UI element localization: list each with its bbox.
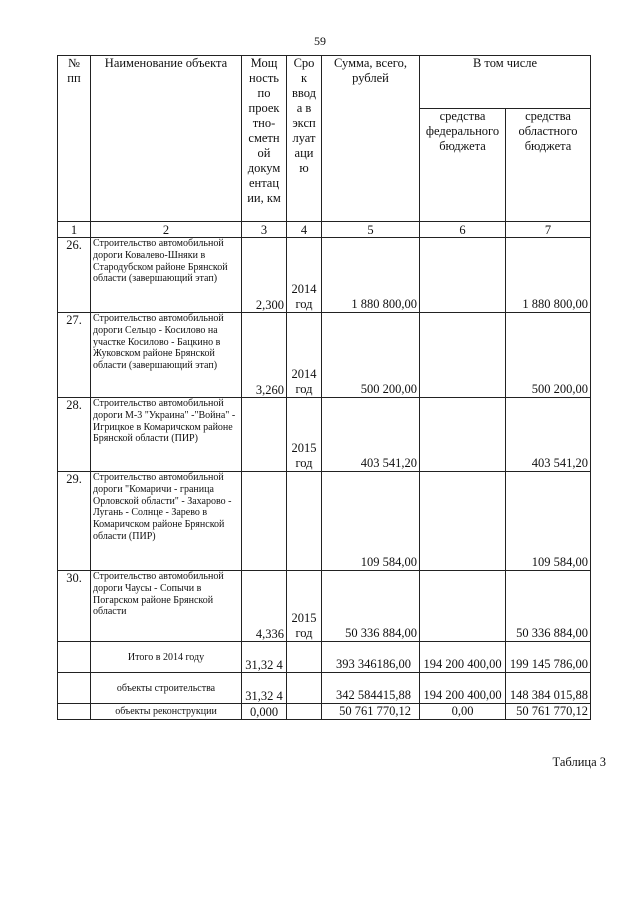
- row-number: 29.: [58, 472, 91, 571]
- sum-cell: 393 346186,00: [322, 642, 420, 673]
- sum-cell: 342 584415,88: [322, 673, 420, 704]
- totals-label: объекты реконструкции: [91, 704, 242, 720]
- term-cell: 2015 год: [287, 571, 322, 642]
- regional-cell: 403 541,20: [506, 398, 591, 472]
- regional-cell: 109 584,00: [506, 472, 591, 571]
- sum-cell: 109 584,00: [322, 472, 420, 571]
- capacity-cell: [242, 398, 287, 472]
- column-number: 6: [420, 222, 506, 238]
- header-name: Наименование объекта: [91, 56, 242, 222]
- table-row: [58, 238, 591, 313]
- column-number: 5: [322, 222, 420, 238]
- header-regional: средства областного бюджета: [506, 109, 591, 222]
- header-sum: Сумма, всего, рублей: [322, 56, 420, 222]
- totals-row: [58, 704, 591, 720]
- row-number: 26.: [58, 238, 91, 313]
- sum-cell: 403 541,20: [322, 398, 420, 472]
- regional-cell: 50 761 770,12: [506, 704, 591, 720]
- sum-cell: 50 336 884,00: [322, 571, 420, 642]
- table-row: [58, 398, 591, 472]
- term-cell: 2014 год: [287, 313, 322, 398]
- column-number: 2: [91, 222, 242, 238]
- regional-cell: 500 200,00: [506, 313, 591, 398]
- header-including: В том числе: [420, 56, 591, 109]
- totals-label: Итого в 2014 году: [91, 642, 242, 673]
- row-number: 27.: [58, 313, 91, 398]
- object-name: Строительство автомобильной дороги Чаусы - Сопычи в Погарском районе Брянской области: [91, 571, 242, 642]
- header-no: № пп: [58, 56, 91, 222]
- capacity-cell: 3,260: [242, 313, 287, 398]
- federal-cell: [420, 313, 506, 398]
- table-caption: Таблица 3: [552, 755, 606, 769]
- term-cell: [287, 472, 322, 571]
- capacity-cell: [242, 472, 287, 571]
- header-capacity: Мощ ность по проек тно- сметн ой докум ентац ии, км: [242, 56, 287, 222]
- federal-cell: 194 200 400,00: [420, 642, 506, 673]
- federal-cell: [420, 571, 506, 642]
- federal-cell: [420, 472, 506, 571]
- object-name: Строительство автомобильной дороги М-3 "Украина" -"Война" - Игрицкое в Комаричском районе Брянской области (ПИР): [91, 398, 242, 472]
- federal-cell: [420, 238, 506, 313]
- term-cell: 2014 год: [287, 238, 322, 313]
- row-number: 30.: [58, 571, 91, 642]
- budget-table: [57, 55, 591, 720]
- object-name: Строительство автомобильной дороги Ковалево-Шняки в Стародубском районе Брянской области (завершающий этап): [91, 238, 242, 313]
- object-name: Строительство автомобильной дороги Сельцо - Косилово на участке Косилово - Бацкино в Жуковском районе Брянской области (завершающий этап): [91, 313, 242, 398]
- column-number: 1: [58, 222, 91, 238]
- capacity-cell: 4,336: [242, 571, 287, 642]
- totals-row: [58, 673, 591, 704]
- table-row: [58, 571, 591, 642]
- sum-cell: 50 761 770,12: [322, 704, 420, 720]
- header-federal: средства федерального бюджета: [420, 109, 506, 222]
- regional-cell: 199 145 786,00: [506, 642, 591, 673]
- totals-label: объекты строительства: [91, 673, 242, 704]
- column-number: 7: [506, 222, 591, 238]
- federal-cell: [420, 398, 506, 472]
- table-row: [58, 313, 591, 398]
- capacity-cell: 0,000: [242, 704, 287, 720]
- federal-cell: 0,00: [420, 704, 506, 720]
- table-row: [58, 472, 591, 571]
- page-number: 59: [314, 34, 326, 48]
- regional-cell: 1 880 800,00: [506, 238, 591, 313]
- capacity-cell: 31,32 4: [242, 673, 287, 704]
- column-numbers-row: [58, 222, 591, 238]
- sum-cell: 1 880 800,00: [322, 238, 420, 313]
- totals-row: [58, 642, 591, 673]
- header-term: Сро к ввод а в эксп луат аци ю: [287, 56, 322, 222]
- federal-cell: 194 200 400,00: [420, 673, 506, 704]
- regional-cell: 148 384 015,88: [506, 673, 591, 704]
- column-number: 4: [287, 222, 322, 238]
- capacity-cell: 2,300: [242, 238, 287, 313]
- column-number: 3: [242, 222, 287, 238]
- term-cell: 2015 год: [287, 398, 322, 472]
- row-number: 28.: [58, 398, 91, 472]
- sum-cell: 500 200,00: [322, 313, 420, 398]
- regional-cell: 50 336 884,00: [506, 571, 591, 642]
- capacity-cell: 31,32 4: [242, 642, 287, 673]
- object-name: Строительство автомобильной дороги "Комаричи - граница Орловской области" - Захарово - Лугань - Солнце - Зарево в Комаричском районе Брянской области (ПИР): [91, 472, 242, 571]
